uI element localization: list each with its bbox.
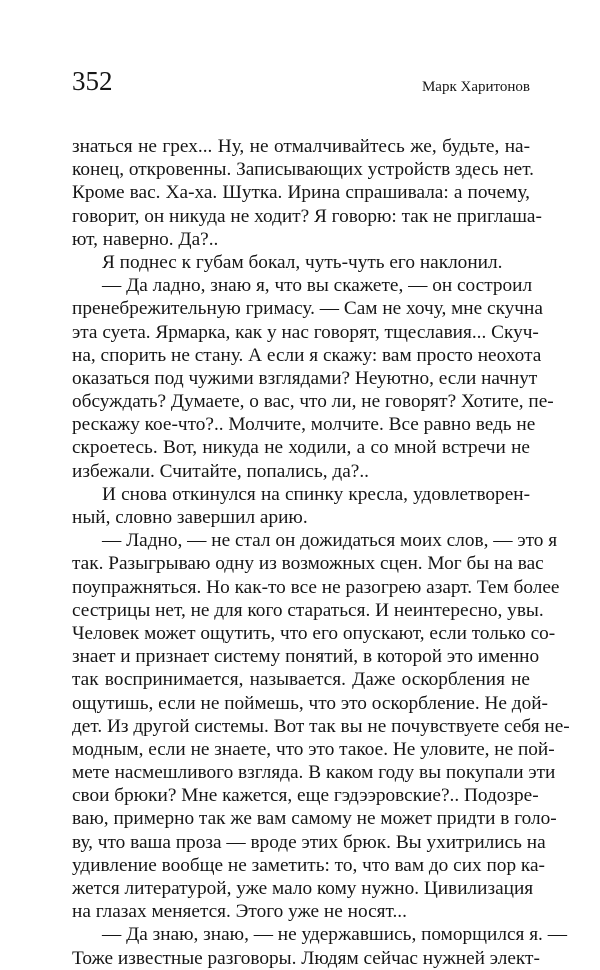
text-line: рескажу кое-что?.. Молчите, молчите. Все равно ведь не [72, 414, 536, 436]
text-line: Я поднес к губам бокал, чуть-чуть его наклонил. [102, 251, 503, 273]
text-line: говорит, он никуда не ходит? Я говорю: так не приглаша- [72, 205, 542, 227]
text-line: ваю, примерно так же вам самому не может придти в голо- [72, 808, 557, 830]
text-line: эта суета. Ярмарка, как у нас говорят, тщеславия... Скуч- [72, 321, 539, 343]
text-line: И снова откинулся на спинку кресла, удовлетворен- [102, 483, 530, 505]
text-line: дет. Из другой системы. Вот так вы не почувствуете себя не- [72, 715, 570, 737]
running-header [72, 66, 530, 100]
text-line: модным, если не знаете, что это такое. Не уловите, не пой- [72, 738, 555, 760]
text-line: жется литературой, уже мало кому нужно. Цивилизация [72, 878, 534, 899]
text-line: — Ладно, — не стал он дожидаться моих слов, — это я [102, 530, 558, 552]
text-line: ву, что ваша проза — вроде этих брюк. Вы ухитрились на [72, 831, 546, 853]
text-line: поупражняться. Но как-то все не разогрею азарт. Тем более [72, 576, 560, 598]
page-number: 352 [72, 66, 113, 96]
text-line: на, спорить не стану. А если я скажу: вам просто неохота [72, 344, 542, 366]
text-line: Человек может ощутить, что его опускают, если только со- [72, 622, 556, 644]
text-line: свои брюки? Мне кажется, еще гэдээровские?.. Подозре- [72, 785, 539, 807]
text-line: знает и признает систему понятий, в которой это именно [72, 646, 540, 668]
text-line: ный, словно завершил арию. [72, 507, 308, 528]
text-line: пренебрежительную гримасу. — Сам не хочу, мне скучна [72, 298, 543, 320]
text-line: знаться не грех... Ну, не отмалчивайтесь же, будьте, на- [72, 136, 530, 157]
text-line: на глазах меняется. Этого уже не носят... [72, 901, 407, 923]
text-line: избежали. Считайте, попались, да?.. [72, 460, 369, 482]
body-text [72, 135, 570, 970]
text-line: ощутишь, если не поймешь, что это оскорбление. Не дой- [72, 692, 548, 714]
text-line: сестрицы нет, не для кого стараться. И неинтересно, увы. [72, 599, 544, 621]
text-line: так воспринимается, называется. Даже оскорбления не [72, 669, 530, 691]
text-line: конец, откровенны. Записывающих устройств здесь нет. [72, 159, 534, 181]
text-line: Кроме вас. Ха-ха. Шутка. Ирина спрашивала: а почему, [72, 182, 530, 204]
text-line: скроетесь. Вот, никуда не ходили, а со мной встречи не [72, 437, 530, 459]
running-header-author: Марк Харитонов [421, 79, 530, 95]
text-line: так. Разыгрываю одну из возможных сцен. Мог бы на вас [72, 553, 544, 575]
text-line: Тоже известные разговоры. Людям сейчас нужней элект- [72, 947, 540, 969]
text-line: ют, наверно. Да?.. [72, 228, 219, 250]
text-line: удивление вообще не заметить: то, что вам до сих пор ка- [72, 854, 545, 876]
text-line: мете насмешливого взгляда. В каком году вы покупали эти [72, 762, 556, 784]
text-line: — Да знаю, знаю, — не удержавшись, поморщился я. — [102, 924, 567, 946]
text-line: — Да ладно, знаю я, что вы скажете, — он состроил [102, 275, 533, 297]
text-line: оказаться под чужими взглядами? Неуютно, если начнут [72, 367, 538, 389]
text-line: обсуждать? Думаете, о вас, что ли, не говорят? Хотите, пе- [72, 391, 554, 413]
